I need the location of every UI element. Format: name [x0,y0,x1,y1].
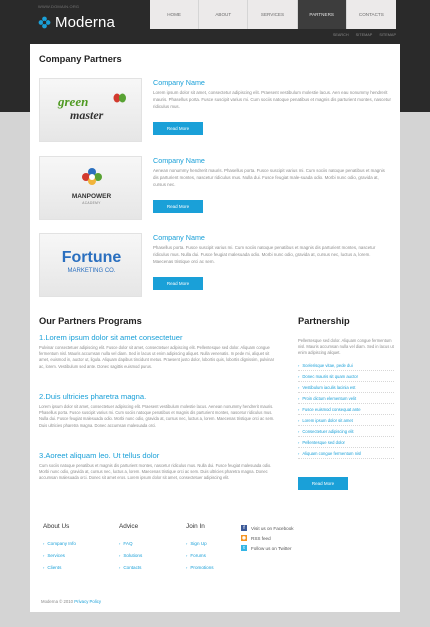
program-text: Pulvinar consectetuer adipiscing elit. Fusce dolor sit amet, consectetuer adipiscing elit. Pellentesque sed dolor. Aliquam congue fermentum nisl. Mauris accumsan nulla vel diam. Sed in lacus ut enim adipiscing aliquet. Nulla venenatis. In pede mi, aliquet sit amet, euismod in, auctor ut, ligula. Aliquam dapibus tincidunt metus. Praesent justo dolor, lobortis quis, lobortis dignissim, pulvinar ac, lorem. Vestibulum sed ante. Donec sagittis euismod purus. [39,345,275,369]
subnav-search[interactable]: SEARCH [332,33,349,37]
arrow-icon: › [43,564,45,570]
footer-link-label: Forums [190,552,206,558]
arrow-icon: › [43,552,45,558]
arrow-icon: › [298,362,300,368]
manpower-emblem-icon [81,167,103,187]
partnership-intro: Pellentesque sed dolor. Aliquam congue fermentum nisl. Mauris accumsan nulla vel diam. Sed in lacus ut enim adipiscing aliquet. [298,338,394,356]
arrow-icon: › [298,406,300,412]
list-item-label: Scelerisque vitae, pede dui [302,362,353,368]
partnership-list [298,360,394,459]
privacy-policy-link[interactable]: Privacy Policy [74,599,102,604]
social-links [241,523,294,553]
list-item[interactable] [298,426,394,437]
nav-services[interactable]: SERVICES [248,0,297,29]
subnav-sitemap[interactable]: SITEMAP [355,33,373,37]
footer-link[interactable] [186,549,214,561]
list-item[interactable] [298,382,394,393]
page-title: Company Partners [39,54,122,64]
footer-link-label: Solutions [123,552,143,558]
footer-link[interactable] [119,549,142,561]
list-item-label: Donec mauris sit quam auctor [302,373,358,379]
program-heading[interactable]: 2.Duis ultricies pharetra magna. [39,392,147,401]
list-item[interactable] [298,448,394,459]
read-more-button[interactable]: Read More [153,277,203,290]
footer-link[interactable] [119,537,142,549]
footer-link-label: Contacts [123,564,142,570]
site-logo[interactable] [38,14,115,31]
partner-logo[interactable] [39,156,142,220]
arrow-icon: › [298,373,300,379]
arrow-icon: › [186,540,188,546]
list-item-label: Lorem ipsum dolor sit amet [302,417,353,423]
rss-icon: ◉ [242,535,246,540]
twitter-link[interactable] [241,543,294,553]
footer-link[interactable] [119,561,142,573]
copyright-text: Moderna © 2010 [41,599,74,604]
arrow-icon: › [186,564,188,570]
list-item-label: Pellentesque sed dolor [302,439,345,445]
arrow-icon: › [298,428,300,434]
list-item-label: Consectetuer adipiscing elit [302,428,354,434]
program-heading[interactable]: 3.Aoreet aliquam leo. Ut tellus dolor [39,451,160,460]
sub-nav [333,33,396,37]
social-label: Follow us on Twitter [251,545,292,551]
program-heading[interactable]: 1.Lorem ipsum dolor sit amet consectetuer [39,333,183,342]
main-content [30,44,400,612]
logo-word-manpower: MANPOWER [71,193,112,200]
partnership-title: Partnership [298,316,350,326]
partner-logo[interactable] [39,233,142,297]
partner-card [39,78,391,145]
partner-card [39,233,391,300]
list-item[interactable] [298,415,394,426]
arrow-icon: › [298,395,300,401]
arrow-icon: › [298,439,300,445]
logo-word-marketing: MARKETING CO. [67,268,116,274]
logo-word-master: master [70,108,104,122]
arrow-icon: › [119,564,121,570]
logo-word-academy: ACADEMY [82,201,101,205]
list-item[interactable] [298,404,394,415]
arrow-icon: › [43,540,45,546]
arrow-icon: › [119,552,121,558]
footer-title-join: Join In [186,523,205,530]
program-text: Lorem ipsum dolor sit amet, consectetuer adipiscing elit. Praesent vestibulum molestie lacus. Aenean nonummy hendrerit mauris. Phasellus porta. Fusce suscipit varius mi. Cum sociis natoque penatibus et magnis dis parturient montes, nascetur ridiculus mus. Nulla dui. Fusce feugiat malesuada odio. Morbi nunc odio, gravida at, cursus nec, luctus a, lorem. Maecenas tristique orci ac sem. Duis ultricies pharetra magna. Donec accumsan malesuada orci. [39,404,275,428]
footer-link-label: FAQ [123,540,133,546]
partner-card [39,156,391,223]
partner-name[interactable]: Company Name [153,233,205,242]
nav-home[interactable]: HOME [150,0,199,29]
footer-link-label: Promotions [190,564,214,570]
partner-description: Aenean nonummy hendrerit mauris. Phasellus porta. Fusce suscipit varius mi. Cum sociis natoque penatibus et magnis dis parturient montes, nascetur ridiculus mus. Nulla dui. Fusce feugiat male-suada odio. Morbi nunc odio, gravida at, cursus nec. [153,168,385,187]
partner-logo[interactable] [39,78,142,142]
arrow-icon: › [186,552,188,558]
list-item[interactable] [298,371,394,382]
footer-link-label: Sign Up [190,540,207,546]
arrow-icon: › [298,384,300,390]
programs-title: Our Partners Programs [39,316,142,326]
list-item-label: Aliquam congue fermentum nisl [302,450,361,456]
footer-link[interactable] [186,537,214,549]
read-more-button[interactable]: Read More [153,200,203,213]
copyright [41,599,101,604]
site-domain: WWW.DOMAIN.ORG [38,4,80,9]
facebook-link[interactable] [241,523,294,533]
arrow-icon: › [119,540,121,546]
flower-logo-icon [38,16,51,29]
nav-partners[interactable]: PARTNERS [298,0,347,29]
list-item-label: Vestibulum iaculis lacinia est [302,384,356,390]
footer-link-label: Services [47,552,65,558]
partner-description: Phasellus porta. Fusce suscipit varius mi. Cum sociis natoque penatibus et magnis dis parturient montes, nascetur ridiculus mus. Nulla dui. Fusce feugiat malesuada odio. Morbi nunc odio, gravida at, cursus nec, luctus a, lorem. Maecenas tristique orci ac sem. [153,245,376,264]
leaf-icon [113,92,127,104]
partner-name[interactable]: Company Name [153,156,205,165]
twitter-icon: t [241,545,247,551]
footer-list-about [43,537,76,573]
footer-link-label: Clients [47,564,62,570]
partner-description: Lorem ipsum dolor sit amet, consectetur adipiscing elit. Praesent vestibulum molestie lacus. Aen eau nonummy hendrerit mauris. Phasellus porta. Fusce suscipit varius mi. Cum sociis natoque penatibus et magnis dis parturient montes, nascetur ridiculus mus. [153,90,391,109]
footer-link[interactable] [43,561,76,573]
read-more-button[interactable]: Read More [153,122,203,135]
main-nav [150,0,396,29]
list-item[interactable] [298,360,394,371]
footer-link[interactable] [186,561,214,573]
list-item-label: Proin dictum elementum velit [302,395,357,401]
partnership-read-more-button[interactable]: Read More [298,477,348,490]
arrow-icon: › [298,450,300,456]
footer-list-join [186,537,214,573]
social-label: RSS feed [251,535,271,541]
footer-link-label: Company Info [47,540,76,546]
logo-word-green: green [58,94,89,109]
footer-list-advice [119,537,142,573]
subnav-sitemap-2[interactable]: SITEMAP [379,33,396,37]
list-item[interactable] [298,437,394,448]
nav-about[interactable]: ABOUT [199,0,248,29]
partner-name[interactable]: Company Name [153,78,205,87]
footer-title-about: About Us [43,523,70,530]
footer-title-advice: Advice [119,523,139,530]
list-item-label: Fusce euismod consequat ante [302,406,361,412]
nav-contacts[interactable]: CONTACTS [358,12,384,17]
logo-word-fortune: Fortune [61,249,122,266]
list-item[interactable] [298,393,394,404]
social-label: Visit us on Facebook [251,525,294,531]
program-text: Cum sociis natoque penatibus et magnis dis parturient montes, nascetur ridiculus mus. Nulla dui. Fusce feugiat malesuada odio. Morbi nunc odio, gravida at, cursus nec, luctus a, lorem. Maecenas tristique orci ac sem. Duis ultricies pharetra magna. Donec accumsan malesuada orci. Donec sit amet eros. Lorem ipsum dolor sit amet, consectetuer adipiscing elit. [39,463,272,481]
footer-link[interactable] [43,549,76,561]
arrow-icon: › [298,417,300,423]
footer-link[interactable] [43,537,76,549]
facebook-icon: f [241,525,247,531]
site-name: Moderna [55,14,115,31]
rss-link[interactable] [241,533,294,543]
